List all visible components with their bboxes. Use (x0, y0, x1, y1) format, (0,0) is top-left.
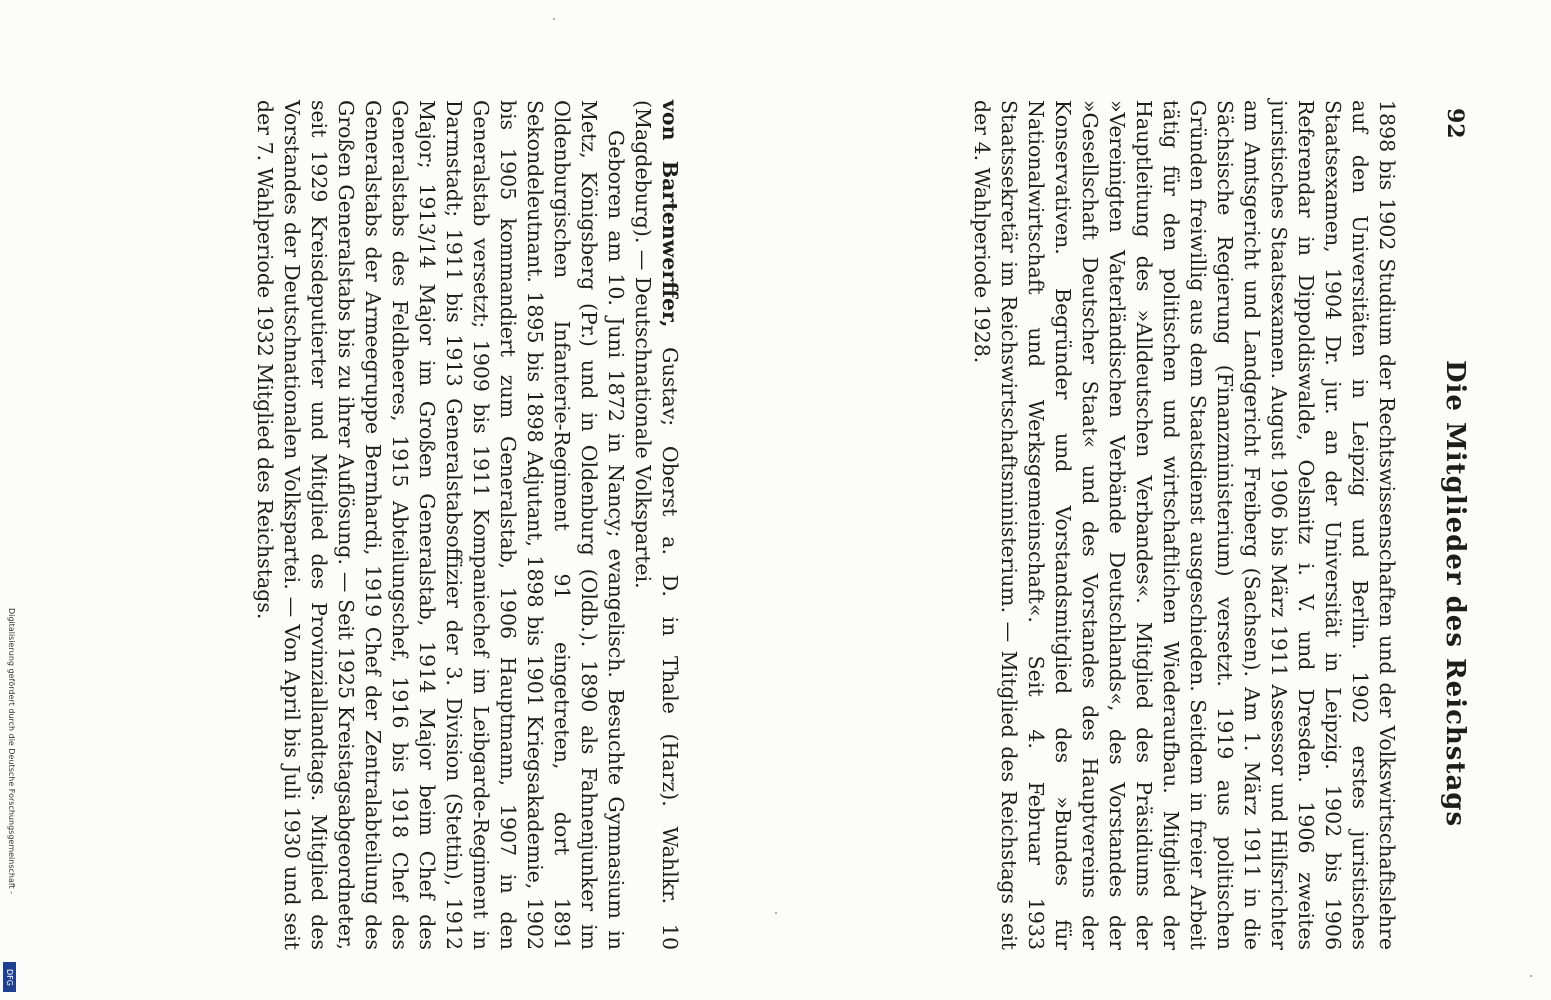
scan-speck (1530, 975, 1532, 977)
text-column-2 (251, 100, 683, 950)
entry-heading (629, 100, 683, 950)
scan-speck (775, 912, 777, 914)
paragraph-biography-2: Geboren am 10. Juni 1872 in Nancy; evangelisch. Besuchte Gymnasium in Metz, Königsberg (Pr.) und in Oldenburg (Oldb.). 1890 als Fahnenjunker im Oldenburgischen Infanterie-Regiment 91 eingetreten, dort 1891 Sekondeleutnant. 1895 bis 1898 Adjutant, 1898 bis 1901 Kriegsakademie, 1902 bis 1905 kommandiert zum Generalstab, 1906 Hauptmann, 1907 in den Generalstab versetzt; 1909 bis 1911 Kompaniechef im Leibgarde-Regiment in Darmstadt; 1911 bis 1913 Generalstabsoffizier der 3. Division (Stettin), 1912 Major; 1913/14 Major im Großen Generalstab, 1914 Major beim Chef des Generalstabs des Feldheeres, 1915 Abteilungschef, 1916 bis 1918 Chef des Generalstabs der Armeegruppe Bernhardi, 1919 Chef der Zentralabteilung des Großen Generalstabs bis zu ihrer Auflösung. — Seit 1925 Kreistagsabgeordneter, seit 1929 Kreisdeputierter und Mitglied des Provinziallandtags. Mitglied des Vorstandes der Deutschnationalen Volkspartei. — Von April bis Juli 1930 und seit der 7. Wahlperiode 1932 Mitglied des Reichstags. (253, 100, 628, 950)
digitization-credit: Digitalisierung gefördert durch die Deutsche Forschungsgemeinschaft - (7, 608, 16, 895)
entry-details: Gustav; Oberst a. D. in Thale (Harz). Wahlkr. 10 (Magdeburg). — Deutschnationale Volkspartei. (631, 100, 682, 950)
dfg-logo (3, 962, 16, 992)
dfg-logo-text: DFG (5, 968, 14, 986)
entry-name: von Bartenwerffer, (658, 100, 682, 328)
text-column-1 (968, 100, 1400, 950)
scan-speck (553, 18, 555, 20)
paragraph-biography-1: 1898 bis 1902 Studium der Rechtswissenschaften und der Volkswirtschaftslehre auf den Universitäten in Leipzig und Berlin. 1902 erstes juristisches Staatsexamen, 1904 Dr. jur. an der Universität in Leipzig. 1902 bis 1906 Referendar in Dippoldiswalde, Oelsnitz i. V. und Dresden. 1906 zweites juristisches Staatsexamen. August 1906 bis März 1911 Assessor und Hilfsrichter am Amtsgericht und Landgericht Freiberg (Sachsen). Am 1. März 1911 in die Sächsische Regierung (Finanzministerium) versetzt. 1919 aus politischen Gründen freiwillig aus dem Staatsdienst ausgeschieden. Seitdem in freier Arbeit tätig für den politischen und wirtschaftlichen Wiederaufbau. Mitglied der Hauptleitung des »Alldeutschen Verbandes«. Mitglied des Präsidiums der »Vereinigten Vaterländischen Verbände Deutschlands«, des Vorstandes der »Gesellschaft Deutscher Staat« und des Vorstandes des Hauptvereins der Konservativen. Begründer und Vorstandsmitglied des »Bundes für Nationalwirtschaft und Werksgemeinschaft«. Seit 4. Februar 1933 Staatssekretär im Reichswirtschaftsministerium. — Mitglied des Reichstags seit der 4. Wahlperiode 1928. (970, 100, 1399, 950)
page-number: 92 (1442, 108, 1468, 139)
page-title: Die Mitglieder des Reichstags (1440, 360, 1470, 828)
